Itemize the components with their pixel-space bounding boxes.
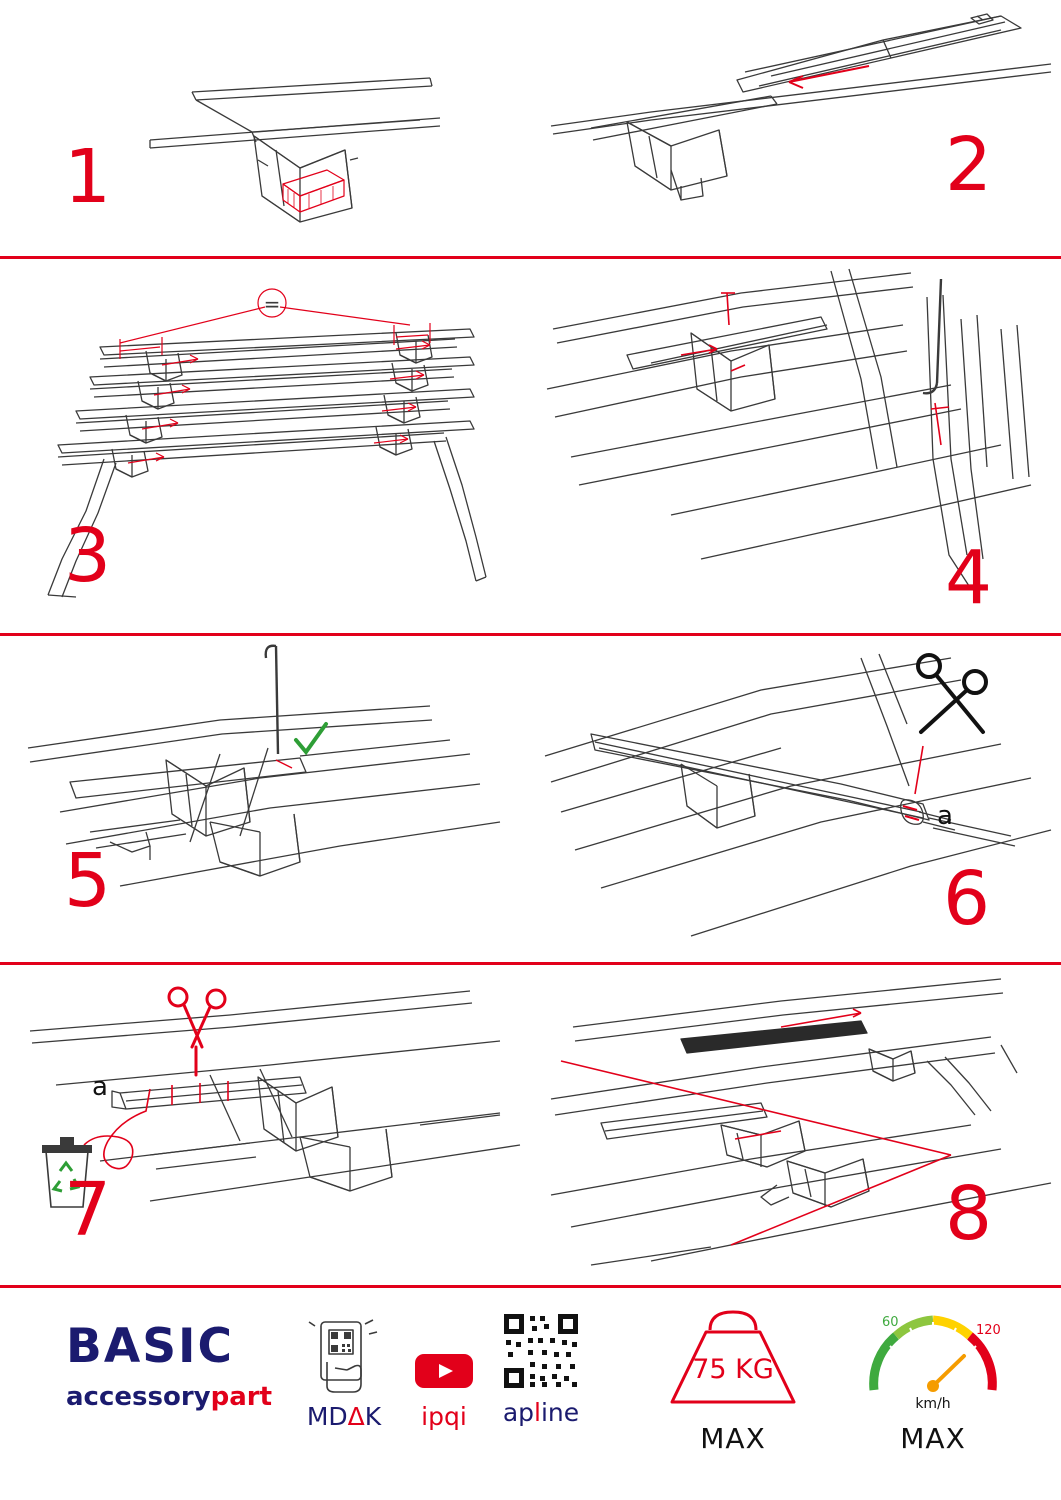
step-number-1: 1 (64, 134, 112, 220)
equal-marker: = (263, 292, 281, 316)
max-load-value: 75 KG (692, 1354, 774, 1385)
weight-icon (648, 1298, 818, 1416)
step-number-3: 3 (64, 513, 112, 599)
speedometer-icon (848, 1294, 1018, 1416)
max-speed-label: MAX (900, 1422, 966, 1455)
brand-name (66, 1384, 281, 1410)
max-load-label: MAX (700, 1422, 766, 1455)
brand-name-part1: accessory (66, 1382, 211, 1412)
footer-brand-bar (0, 1288, 1061, 1500)
logo-apline[interactable] (478, 1316, 604, 1425)
step-2-panel (531, 0, 1061, 256)
step-number-2: 2 (945, 122, 993, 208)
brand-title: BASIC (66, 1319, 235, 1374)
step-band-3 (0, 636, 1061, 962)
step-7-panel (0, 965, 530, 1285)
step-number-4: 4 (945, 535, 993, 621)
step-band-4 (0, 965, 1061, 1285)
step-band-1 (0, 0, 1061, 256)
logo-mdak-label: MDΔK (306, 1402, 382, 1431)
step-number-6: 6 (943, 856, 991, 942)
logo-ipqi-label: ipqi (421, 1402, 467, 1431)
step-number-5: 5 (64, 838, 112, 924)
step-3-panel (0, 259, 530, 633)
brand-name-part2: part (210, 1382, 273, 1412)
scissors-icon (918, 655, 986, 732)
qr-code-icon (478, 1316, 604, 1390)
step-band-2 (0, 259, 1061, 633)
label-a-step-6: a (937, 801, 953, 831)
label-a-step-7: a (92, 1072, 108, 1102)
step-8-panel (531, 965, 1061, 1285)
brand-block (66, 1319, 281, 1412)
speed-unit: km/h (915, 1396, 951, 1412)
step-number-8: 8 (945, 1171, 993, 1257)
step-number-7: 7 (64, 1167, 112, 1253)
speed-tick-low: 60 (882, 1315, 899, 1330)
logo-apline-label: apline (502, 1398, 580, 1427)
speed-tick-high: 120 (976, 1323, 1001, 1338)
max-load-indicator (648, 1298, 818, 1455)
step-4-panel (531, 259, 1061, 633)
step-6-panel (531, 636, 1061, 962)
logo-mdak[interactable] (286, 1320, 402, 1429)
qr-scan-hand-icon (286, 1320, 402, 1394)
step-1-panel (0, 0, 530, 256)
max-speed-indicator (848, 1294, 1018, 1455)
step-5-panel (0, 636, 530, 962)
